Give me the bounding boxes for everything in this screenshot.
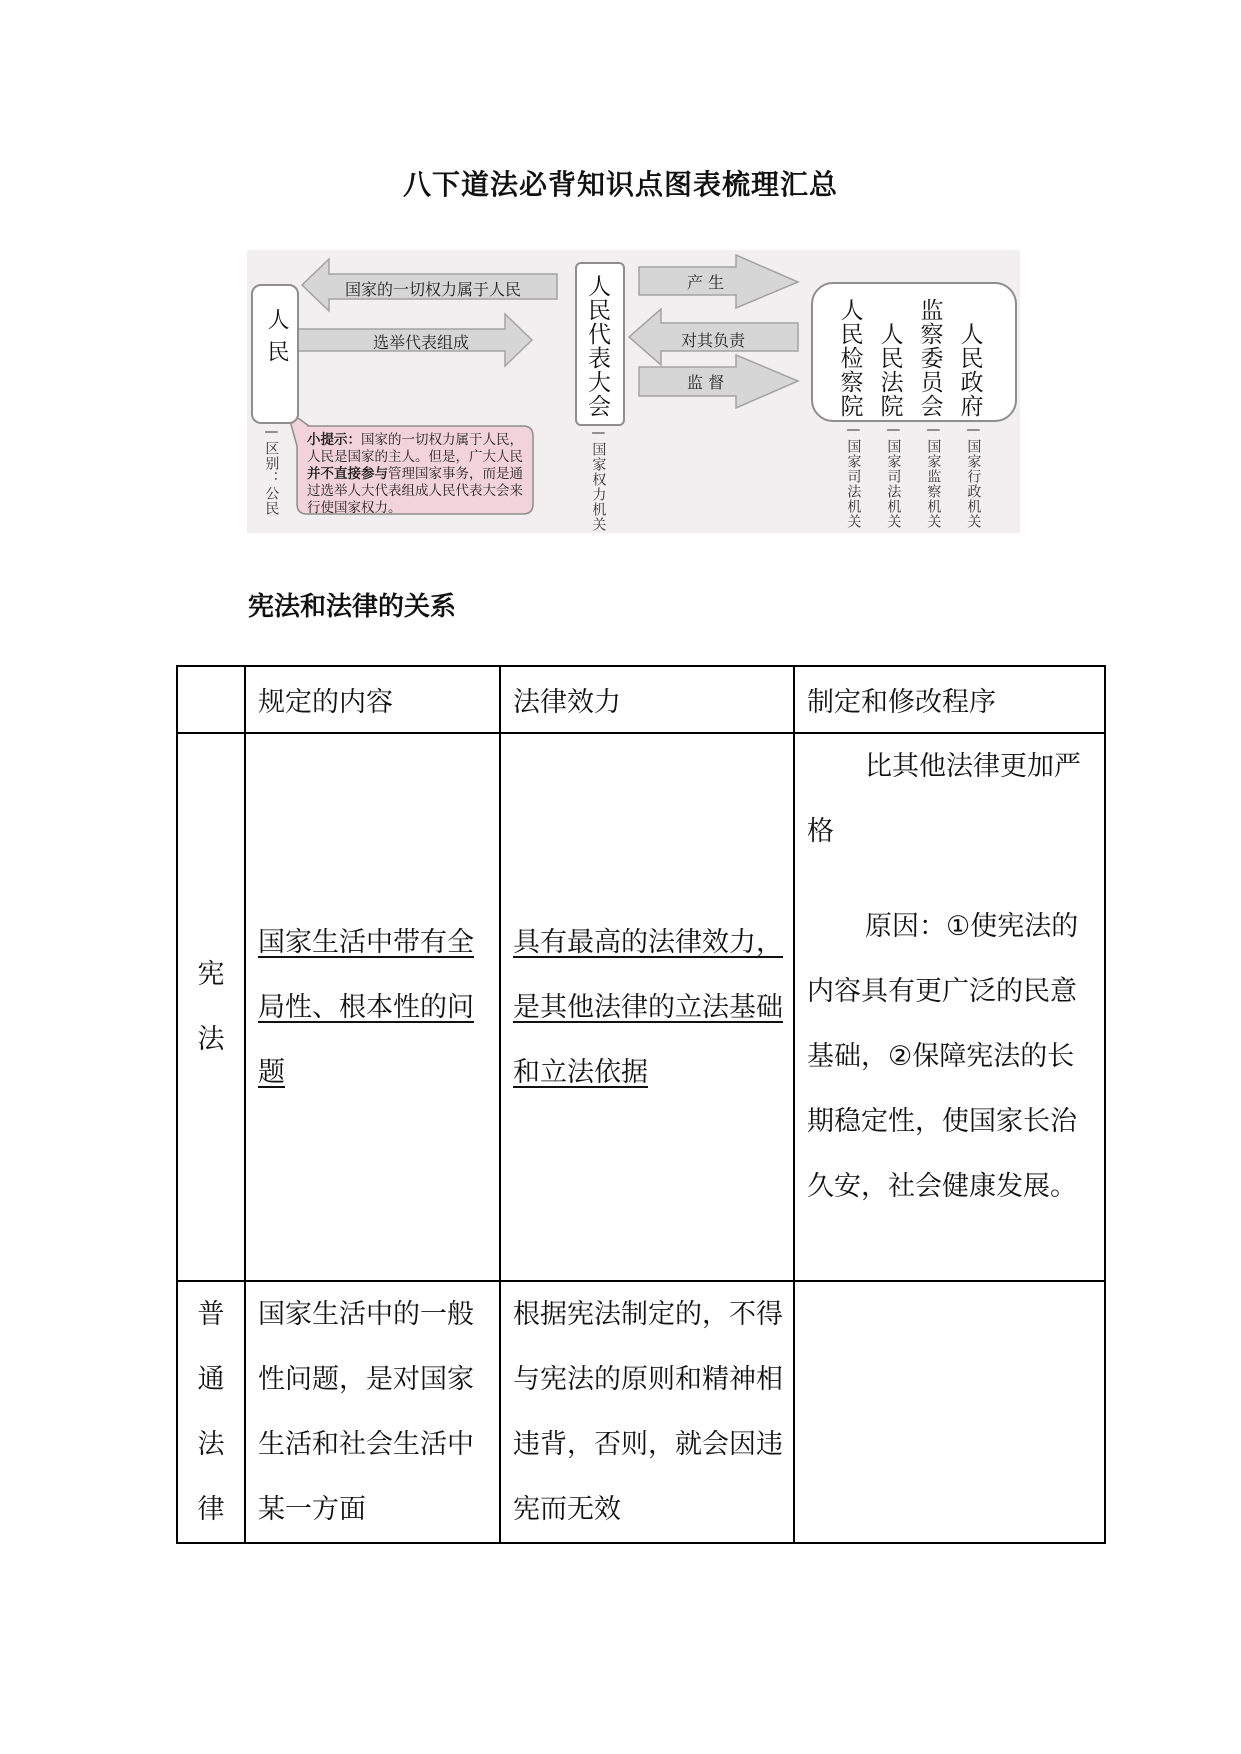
header-procedure-label: 制定和修改程序: [807, 687, 996, 718]
constitution-law-table: [176, 665, 1106, 1544]
hint-text-2: 管理国家事务，而是通过选举人大代表组成人民代表大会来行使国家权力。: [307, 466, 523, 516]
state-organs-box: [811, 282, 1017, 422]
hint-text-1: 国家的一切权力属于人民，人民是国家的主人。但是，广大人民: [307, 432, 523, 465]
law-procedure-cell: [794, 1281, 1105, 1543]
header-content-label: 规定的内容: [258, 687, 393, 718]
hint-text: [307, 432, 525, 517]
organ-supervisory-commission: 监察委员会: [916, 298, 943, 418]
organ-government-note: —国家行政机关: [965, 422, 982, 529]
organ-government: 人民政府: [956, 322, 983, 418]
arrow-supervise-label: 监 督: [687, 373, 725, 392]
table-row-law: [177, 1281, 1105, 1543]
table-row-constitution: [177, 733, 1105, 1281]
organ-court-note: —国家司法机关: [885, 422, 902, 529]
constitution-effect-cell: [500, 733, 794, 1281]
law-label-cell: [177, 1281, 245, 1543]
arrow-elect-label: 选举代表组成: [373, 333, 470, 352]
organ-court: 人民法院: [876, 322, 903, 418]
hint-label: 小提示：: [307, 432, 361, 448]
organ-supervisory-note: —国家监察机关: [925, 422, 942, 529]
constitution-label-cell: [177, 733, 245, 1281]
arrow-power-belongs-label: 国家的一切权力属于人民: [345, 280, 522, 299]
law-label: 普通法律: [197, 1299, 225, 1525]
constitution-procedure-cell: [794, 733, 1105, 1281]
constitution-content-cell: [245, 733, 500, 1281]
section-title: 宪法和法律的关系: [248, 592, 457, 622]
organ-procuratorate: 人民检察院: [836, 298, 863, 418]
npc-box: [575, 262, 625, 426]
header-content: [245, 666, 500, 733]
npc-note: —国家权力机关: [590, 425, 607, 532]
people-box: [251, 284, 299, 424]
constitution-content: 国家生活中带有全局性、根本性的问题: [258, 926, 474, 1088]
constitution-procedure-2: 原因：①使宪法的内容具有更广泛的民意基础，②保障宪法的长期稳定性，使国家长治久安，社会健康发展。: [807, 911, 1079, 1202]
header-procedure: [794, 666, 1105, 733]
law-content: 国家生活中的一般性问题，是对国家生活和社会生活中某一方面: [258, 1299, 474, 1525]
law-effect-cell: [500, 1281, 794, 1543]
constitution-label: 宪法: [197, 959, 225, 1055]
header-effect-label: 法律效力: [513, 687, 621, 718]
people-note: —区别：公民: [263, 424, 280, 516]
people-box-label: 人民: [264, 308, 289, 372]
constitution-effect: 具有最高的法律效力，是其他法律的立法基础和立法依据: [513, 926, 783, 1088]
arrow-responsible-label: 对其负责: [681, 331, 746, 350]
arrow-produce-label: 产 生: [687, 273, 725, 292]
law-effect: 根据宪法制定的，不得与宪法的原则和精神相违背，否则，就会因违宪而无效: [513, 1299, 783, 1525]
header-empty: [177, 666, 245, 733]
law-content-cell: [245, 1281, 500, 1543]
npc-box-label: 人民代表大会: [584, 274, 610, 418]
constitution-procedure-1: 比其他法律更加严格: [807, 751, 1081, 847]
document-title: 八下道法必背知识点图表梳理汇总: [402, 168, 838, 201]
table-header-row: [177, 666, 1105, 733]
organ-procuratorate-note: —国家司法机关: [845, 422, 862, 529]
header-effect: [500, 666, 794, 733]
hint-bold: 并不直接参与: [307, 466, 388, 482]
state-power-diagram: [247, 250, 1020, 533]
